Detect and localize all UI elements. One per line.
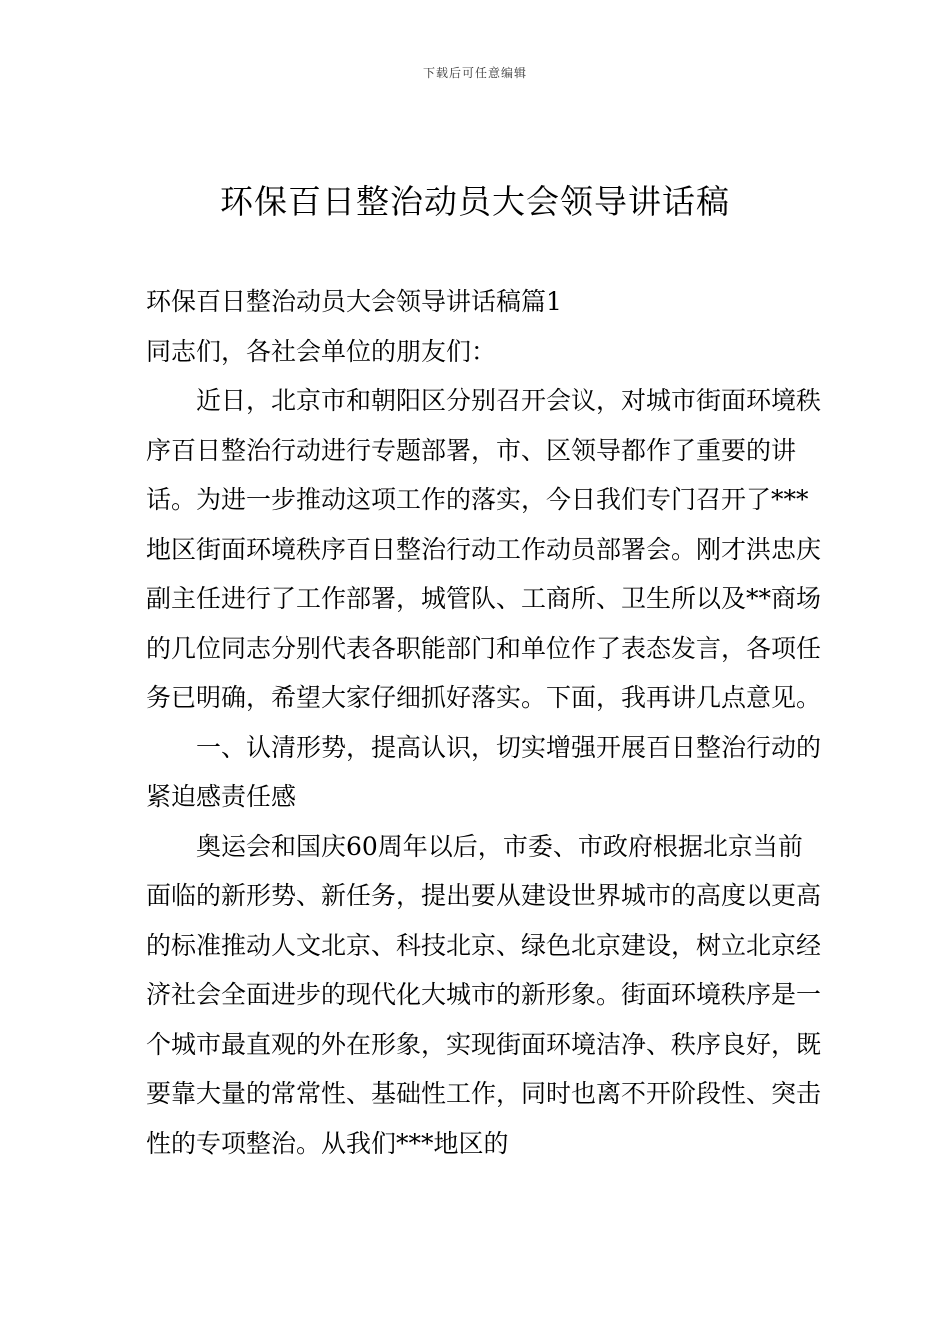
- document-body: [146, 277, 826, 1168]
- section-heading-1: 一、认清形势，提高认识，切实增强开展百日整治行动的紧迫感责任感: [146, 732, 822, 811]
- paragraph-context: 奥运会和国庆60周年以后，市委、市政府根据北京当前面临的新形势、新任务，提出要从建设世界城市的高度以更高的标准推动人文北京、科技北京、绿色北京建设，树立北京经济社会全面进步的现代化大城市的新形象。街面环境秩序是一个城市最直观的外在形象，实现街面环境洁净、秩序良好，既要靠大量的常常性、基础性工作，同时也离不开阶段性、突击性的专项整治。从我们***地区的: [146, 831, 822, 1158]
- header-note: 下载后可任意编辑: [422, 66, 527, 80]
- section-subtitle: 环保百日整治动员大会领导讲话稿篇1: [146, 287, 562, 316]
- paragraph-intro: 近日，北京市和朝阳区分别召开会议，对城市街面环境秩序百日整治行动进行专题部署，市、区领导都作了重要的讲话。为进一步推动这项工作的落实，今日我们专门召开了***地区街面环境秩序百日整治行动工作动员部署会。刚才洪忠庆副主任进行了工作部署，城管队、工商所、卫生所以及**商场的几位同志分别代表各职能部门和单位作了表态发言，各项任务已明确，希望大家仔细抓好落实。下面，我再讲几点意见。: [146, 386, 822, 712]
- greeting: 同志们，各社会单位的朋友们：: [146, 336, 497, 366]
- document-title: 环保百日整治动员大会领导讲话稿: [220, 182, 730, 221]
